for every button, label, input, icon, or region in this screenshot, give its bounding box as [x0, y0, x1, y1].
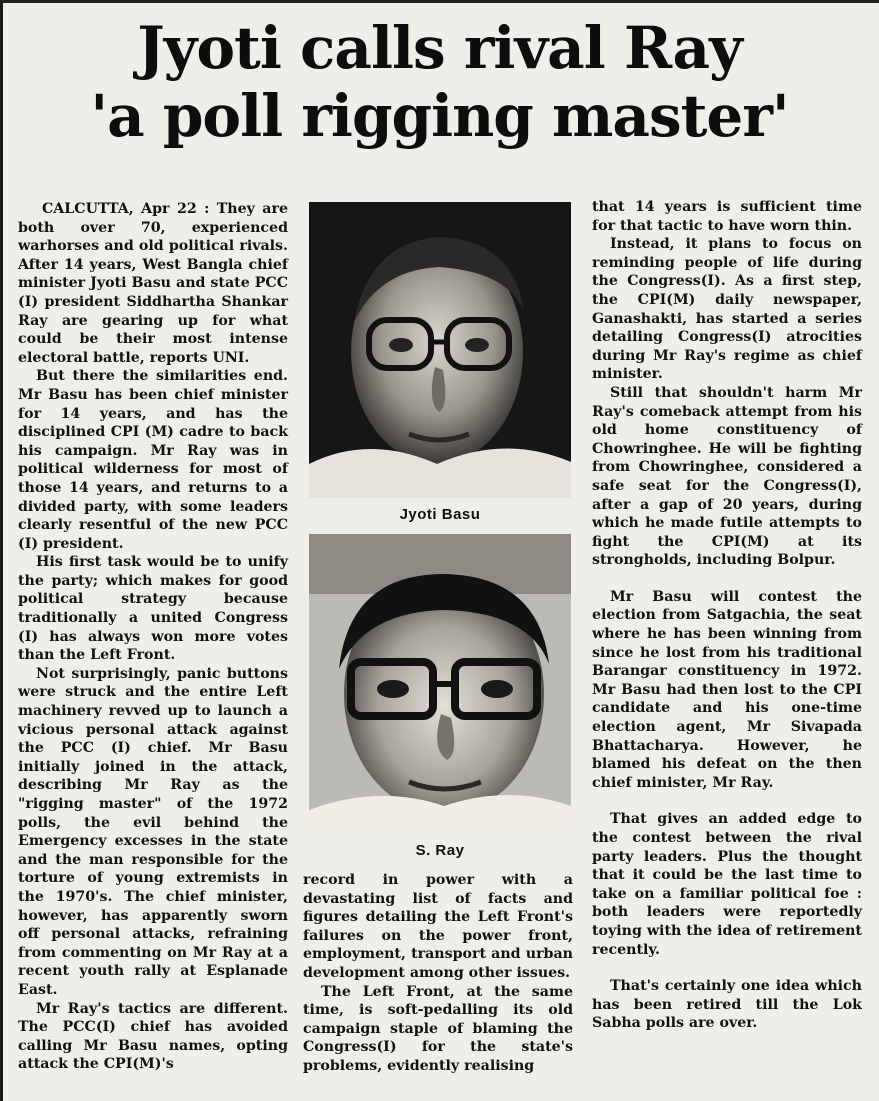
paragraph: That's certainly one idea which has been retired till the Lok Sabha polls are over.	[592, 978, 862, 1032]
headline-line-1: Jyoti calls rival Ray	[137, 14, 742, 82]
headline	[0, 14, 879, 150]
paragraph: Mr Basu will contest the election from Satgachia, the seat where he has been winning from since he lost from his traditional Barangar constituency in 1972. Mr Basu had then lost to the CPI candidate and his one-time election agent, Mr Sivapada Bhattacharya. However, he blamed his defeat on the then chief minister, Mr Ray.	[592, 588, 862, 791]
paragraph: His first task would be to unify the party; which makes for good political strategy because traditionally a united Congress (I) has always won more votes than the Left Front.	[18, 554, 288, 664]
headline-line-2: 'a poll rigging master'	[90, 82, 789, 150]
paragraph: The Left Front, at the same time, is soft-pedalling its old campaign staple of blaming the Congress(I) for the state's problems, evidently realising	[303, 983, 573, 1074]
paragraph: CALCUTTA, Apr 22 : They are both over 70, experienced warhorses and old political rivals. After 14 years, West Bangla chief minister Jyoti Basu and state PCC (I) president Siddhartha Shankar Ray are gearing up for what could be their most intense electoral battle, reports UNI.	[18, 201, 288, 366]
paragraph: But there the similarities end. Mr Basu has been chief minister for 14 years, and has the disciplined CPI (M) cadre to back his campaign. Mr Ray was in political wilderness for most of those 14 years, and returns to a divided party, with some leaders clearly resentful of the new PCC (I) president.	[18, 368, 288, 552]
paragraph: That gives an added edge to the contest between the rival party leaders. Plus the thought that it could be the last time to take on a familiar political foe : both leaders were reportedly toying with the idea of retirement recently.	[592, 811, 862, 958]
article-column-3	[592, 198, 862, 1033]
paragraph: Still that shouldn't harm Mr Ray's comeback attempt from his old home constituency of Chowringhee. He will be fighting from Chowringhee, considered a safe seat for the Congress(I), after a gap of 20 years, during which he made futile attempts to fight the CPI(M) at its strongholds, including Bolpur.	[592, 384, 862, 569]
portrait-jyoti-basu-photo	[309, 202, 571, 498]
paragraph: Instead, it plans to focus on reminding people of life during the Congress(I). As a first step, the CPI(M) daily newspaper, Ganashakti, has started a series detailing Congress(I) atrocities during Mr Ray's regime as chief minister.	[592, 236, 862, 383]
article-column-1	[18, 200, 288, 1074]
portrait-s-ray-icon	[309, 534, 571, 834]
photo-caption-s-ray: S. Ray	[415, 842, 465, 859]
article-column-2	[303, 871, 573, 1076]
portrait-s-ray-photo	[309, 534, 571, 834]
clipping-top-border	[0, 0, 879, 3]
paragraph: record in power with a devastating list of facts and figures detailing the Left Front's failures on the power front, employment, transport and urban development among other issues.	[303, 872, 573, 981]
clipping-left-border	[0, 0, 3, 1101]
paragraph: Mr Ray's tactics are different. The PCC(I) chief has avoided calling Mr Basu names, opting attack the CPI(M)'s	[18, 1000, 288, 1073]
portrait-jyoti-basu-icon	[309, 202, 571, 498]
paragraph: that 14 years is sufficient time for that tactic to have worn thin.	[592, 199, 862, 234]
photo-caption-jyoti-basu: Jyoti Basu	[399, 506, 481, 523]
paragraph: Not surprisingly, panic buttons were struck and the entire Left machinery revved up to launch a vicious personal attack against the PCC (I) chief. Mr Basu initially joined in the attack, describing Mr Ray as the "rigging master" of the 1972 polls, the evil behind the Emergency excesses in the state and the man responsible for the torture of young extremists in the 1970's. The chief minister, however, has apparently sworn off personal attacks, refraining from commenting on Mr Ray at a recent youth rally at Esplanade East.	[18, 665, 288, 998]
